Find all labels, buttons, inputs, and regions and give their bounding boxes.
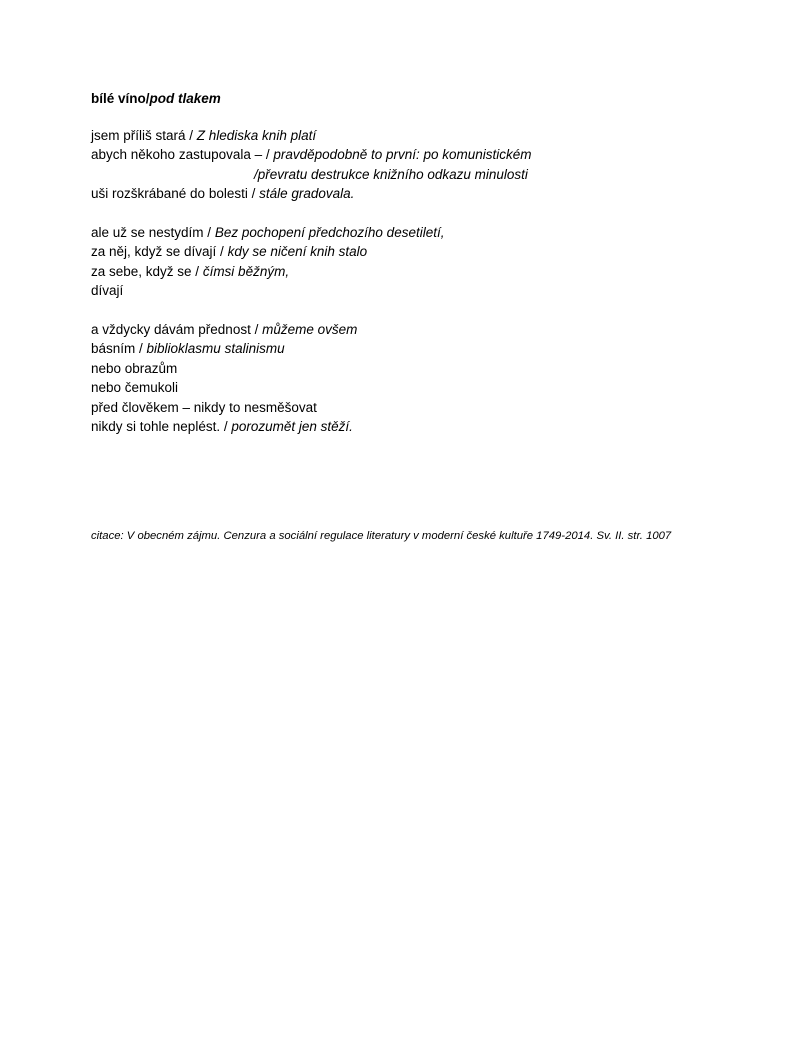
poem-line — [91, 223, 444, 242]
poem-line — [91, 262, 444, 281]
poem-line-text: jsem příliš stará / — [91, 128, 197, 143]
poem-line-quote: /převratu destrukce knižního odkazu minulosti — [254, 166, 528, 182]
poem-line-text: uši rozškrábané do bolesti / — [91, 186, 260, 202]
poem-line-quote: Z hlediska knih platí — [196, 128, 317, 143]
poem-line — [91, 281, 444, 300]
poem-line — [91, 165, 532, 184]
poem-line-quote: porozumět jen stěží. — [231, 418, 353, 434]
stanza-1 — [91, 126, 532, 204]
stanza-3 — [91, 320, 357, 436]
poem-line — [91, 378, 357, 397]
poem-line-text: abych někoho zastupovala – / — [91, 147, 274, 163]
poem-line-text: dívají — [91, 283, 124, 299]
poem-line-quote: Bez pochopení předchozího desetiletí, — [214, 225, 445, 240]
poem-line-text: nebo obrazům — [91, 360, 178, 376]
poem-line-text: ale už se nestydím / — [91, 225, 215, 240]
poem-line-text: za něj, když se dívají / — [91, 244, 228, 260]
poem-line-text: a vždycky dávám přednost / — [91, 322, 263, 337]
stanza-2 — [91, 223, 444, 301]
poem-line — [91, 398, 357, 417]
citation-note: citace: V obecném zájmu. Cenzura a sociální regulace literatury v moderní české kultuře 1749-2014. Sv. II. str. 1007 — [91, 530, 672, 542]
poem-line-quote: stále gradovala. — [259, 186, 355, 202]
poem-line-quote: biblioklasmu stalinismu — [146, 341, 285, 357]
poem-line-text: za sebe, když se / — [91, 263, 203, 279]
poem-line — [91, 126, 532, 145]
poem-line-quote: můžeme ovšem — [262, 322, 358, 337]
poem-title-italic: pod tlakem — [149, 91, 221, 106]
poem-line — [91, 242, 444, 261]
poem-title-plain: bílé víno/ — [91, 91, 150, 106]
poem-line — [91, 184, 532, 203]
poem-line — [91, 145, 532, 164]
poem-line-text: nikdy si tohle neplést. / — [91, 418, 232, 434]
poem-line-text: nebo čemukoli — [91, 380, 179, 396]
poem-line-text: před člověkem – nikdy to nesměšovat — [91, 399, 317, 415]
poem-line-quote: kdy se ničení knih stalo — [227, 244, 368, 260]
poem-title — [91, 89, 221, 108]
poem-line — [91, 320, 357, 339]
poem-line-quote: čímsi běžným, — [202, 263, 290, 279]
poem-line — [91, 417, 357, 436]
poem-line — [91, 359, 357, 378]
poem-line-quote: pravděpodobně to první: po komunistickém — [273, 147, 532, 163]
poem-line-text: básním / — [91, 341, 147, 357]
poem-line — [91, 339, 357, 358]
